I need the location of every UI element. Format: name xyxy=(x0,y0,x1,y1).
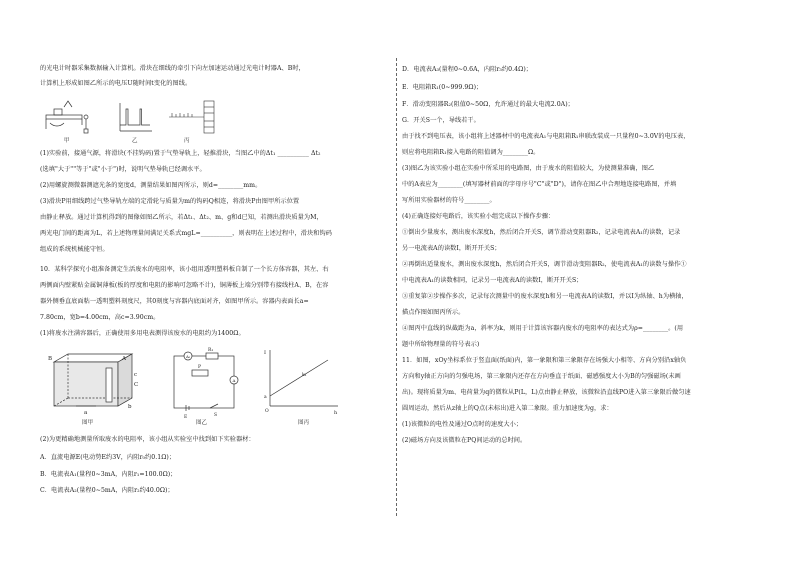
figure-b-caption: 图乙 xyxy=(196,420,208,426)
text-line: 计算机上形成如图乙所示的电压U随时间t变化的图线。 xyxy=(40,80,192,87)
text-line: ④图丙中直线的纵截距为a，斜率为k，则用于计算该容器内废水的电阻率的表达式为ρ=________。(用 xyxy=(402,325,684,332)
container-letter: b xyxy=(128,404,132,410)
text-line: D．电流表A₃(量程0~0.6A，内阻r₃约0.4Ω)； xyxy=(402,66,533,73)
text-line: (1)该微粒的电性及通过O点时的速度大小； xyxy=(402,421,523,428)
figure-row-2 xyxy=(46,346,346,426)
text-line: 另一电流表A的读数I，断开开关S； xyxy=(402,245,501,252)
text-line: 7.80cm，宽b=4.00cm，高c=3.90cm。 xyxy=(40,314,160,321)
container-drawing xyxy=(54,354,132,406)
line-graph xyxy=(270,350,338,406)
text-line: 组成的系统机械能守恒。 xyxy=(40,246,109,253)
text-line: 中电流表A₁的读数相同，记录另一电流表A的读数I，断开开关S； xyxy=(402,277,583,284)
text-line: 11．如图，xOy坐标系位于竖直面(纸面)内，第一象限和第三象限存在场强大小相等、方向分别沿x轴负 xyxy=(402,357,687,364)
circuit-symbol: E xyxy=(184,415,188,420)
graph-symbol: h xyxy=(334,410,338,416)
text-line: (2)磁场方向及该微粒在PQ间运动的总时间。 xyxy=(402,437,527,444)
text-line: A．直流电源E(电动势E约3V，内阻r₀约0.1Ω)； xyxy=(40,454,176,461)
text-line: 圆周运动，然后从z轴上的Q点(未标出)进入第二象限。重力加速度为g，求： xyxy=(402,405,613,412)
text-line: 题中所给物理量的符号表示) xyxy=(402,341,480,348)
figure-a-caption: 甲 xyxy=(64,138,70,144)
apparatus-figure xyxy=(44,95,234,145)
container-letter: a xyxy=(84,410,88,416)
text-line: 由静止释放。通过计算机得到的图像如图乙所示，若Δt₁、Δt₂、m、g和d已知，若测出滑块质量为M， xyxy=(40,214,323,221)
text-line: 方向和y轴正方向的匀强电场，第三象限内还存在方向垂直于纸面、磁感强度大小为B的匀强磁场(未画 xyxy=(402,373,681,380)
text-line: (4)正确连接好电路后，该实验小组完成以下操作步骤： xyxy=(402,213,555,220)
text-line: F．滑动变阻器R₂(阻值0~50Ω，允许通过的最大电流2.0A)； xyxy=(402,101,574,108)
figure-row-1 xyxy=(44,95,234,145)
text-line: G．开关S一个，导线若干。 xyxy=(402,117,480,124)
text-line: (3)图乙为该实验小组在实验中所采用的电路图，由于废水的阻值较大，为使测量准确，图乙 xyxy=(402,165,655,172)
text-line: (1)将废水注满容器后，正确使用多用电表测得该废水的电阻约为1400Ω。 xyxy=(40,330,245,337)
text-line: 两侧面内壁紧贴金属铜薄板(板的厚度和电阻的影响可忽略不计)，铜薄板上端分别带有接线柱A、B，在容 xyxy=(40,282,329,289)
text-line: 中的A表应为________(填写器材前面的字母序号"C"或"D")，请你在图乙中合理地连接电路图，并填 xyxy=(402,181,677,188)
graph-symbol: O xyxy=(265,409,269,414)
air-track-drawing xyxy=(46,101,88,133)
container-letter: c xyxy=(134,372,138,378)
circuit-symbol: R₁ xyxy=(208,348,214,353)
text-line: (2)用螺旋测微器测遮光条的宽度d，测量结果如图丙所示，则d=________mm。 xyxy=(40,182,262,189)
voltage-graph xyxy=(120,103,152,131)
text-line: B．电流表A₁(量程0~3mA，内阻r₁=100.0Ω)； xyxy=(40,471,177,478)
text-line: 器外侧垂直底面粘一透明塑料刻度尺，其0刻度与容器内底面对齐，如图甲所示。容器内表面长a= xyxy=(40,298,309,305)
text-line: ①倒出少量废水，测出废水深度h，然后闭合开关S，调节滑动变阻器R₂，记录电流表A₁的读数，记录 xyxy=(402,229,681,236)
text-line: E．电阻箱R₁(0~999.9Ω)； xyxy=(402,84,483,91)
circuit-symbol: S xyxy=(214,413,218,418)
container-letter: C xyxy=(134,382,139,388)
text-line: 由于找不到电压表，该小组将上述器材中的电流表A₁与电阻箱R₁串联改装成一只量程0~3.0V的电压表， xyxy=(402,133,690,140)
circuit-symbol: P xyxy=(198,365,202,370)
text-line: C．电流表A₂(量程0~5mA，内阻r₂约40.0Ω)； xyxy=(40,487,174,494)
circuit-symbol: A₁ xyxy=(186,354,191,359)
text-line: 出)。现将质量为m、电荷量为q的微粒从P(L，L)点由静止释放，该微粒沿直线PO进入第三象限后做匀速 xyxy=(402,389,691,396)
figure-b-caption: 乙 xyxy=(132,138,138,144)
figure-a-caption: 图甲 xyxy=(82,420,94,426)
text-line: (选填"大于""等于"或"小于")时，说明气垫导轨已经调水平。 xyxy=(40,166,206,173)
text-line: (2)为更精确地测量所取废水的电阻率，该小组从实验室中找到如下实验器材： xyxy=(40,436,255,443)
column-divider xyxy=(396,58,397,516)
text-line: (3)滑块P用细线跨过气垫导轨左端的定滑轮与质量为m的钩码Q相连，将滑块P由图甲所示位置 xyxy=(40,198,300,205)
micrometer-drawing xyxy=(169,101,214,133)
circuit-diagram xyxy=(174,352,238,411)
text-line: 的光电计时器采集数据输入计算机。滑块在细线的牵引下向左加速运动通过光电计时器A、B时， xyxy=(40,65,305,72)
text-line: 10．某科学探究小组准备测定生活废水的电阻率，该小组用透明塑料板自制了一个长方体容器，其左、右 xyxy=(40,266,329,273)
text-line: (1)实验前，接通气源，将滑块(不挂钩码)置于气垫导轨上，轻推滑块，当图乙中的Δt₁ __________ Δt₂ xyxy=(40,150,321,157)
text-line: 描点作图如图丙所示。 xyxy=(402,309,465,316)
figure-c-caption: 丙 xyxy=(184,138,190,144)
container-letter: B xyxy=(48,356,53,362)
circuit-symbol: A xyxy=(232,378,236,383)
figure-c-caption: 图丙 xyxy=(298,420,310,426)
text-line: 则应将电阻箱R₁接入电路的阻值调为________Ω。 xyxy=(402,149,540,156)
container-letter: A xyxy=(122,356,126,362)
graph-symbol: I xyxy=(264,350,266,356)
text-line: 两光电门间的距离为L，若上述物理量间满足关系式mgL=__________，则表明在上述过程中，滑块和钩码 xyxy=(40,230,332,237)
text-line: ③重复第②步操作多次，记录每次测量中的废水深度h和另一电流表A的读数I，并以I为纵轴、h为横轴， xyxy=(402,293,688,300)
text-line: ②再倒出适量废水，测出废水深度h，然后闭合开关S，调节滑动变阻器R₂，使电流表A₁的读数与操作① xyxy=(402,261,687,268)
graph-symbol: k₁ xyxy=(302,373,307,378)
text-line: 写所用实验器材的符号________。 xyxy=(402,197,496,204)
container-circuit-graph-figure xyxy=(46,346,346,426)
graph-symbol: a xyxy=(264,395,267,400)
